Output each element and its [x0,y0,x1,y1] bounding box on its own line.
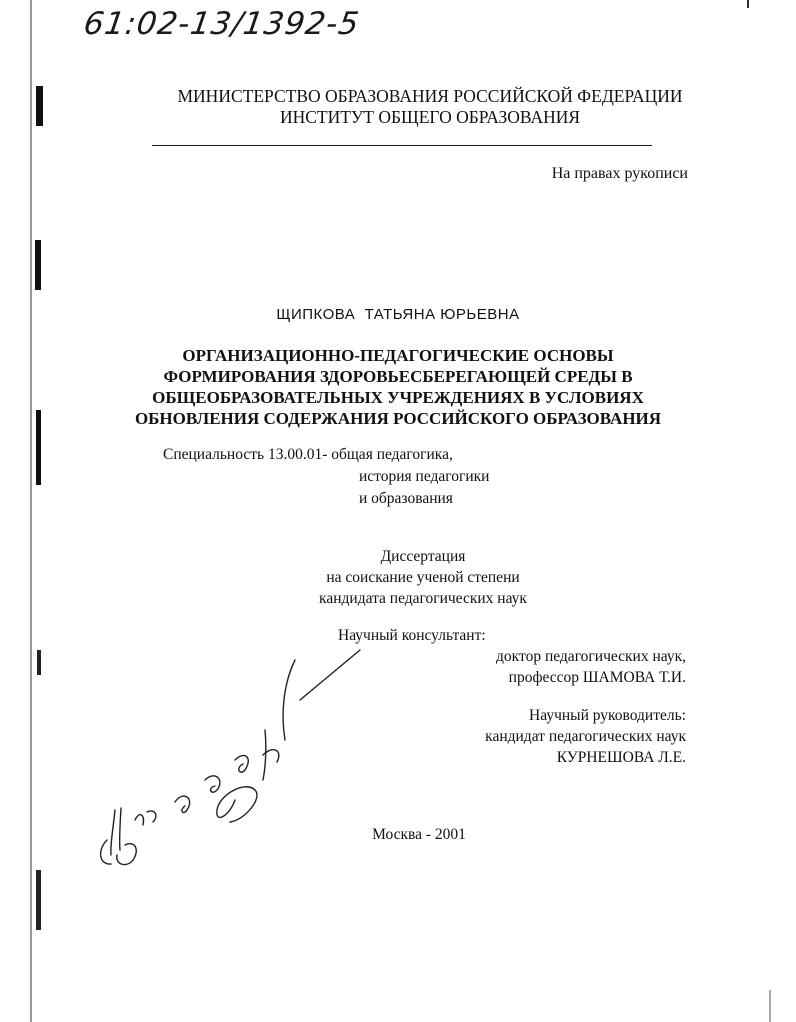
specialty-line: история педагогики [359,468,490,485]
title-line: ОБЩЕОБРАЗОВАТЕЛЬНЫХ УЧРЕЖДЕНИЯХ В УСЛОВИЯХ [152,388,644,407]
consultant-label: Научный консультант: [338,627,486,644]
handwritten-archive-code: 61:02-13/1392-5 [81,6,362,42]
supervisor-degree: кандидат педагогических наук [485,728,686,745]
title-line: ОРГАНИЗАЦИОННО-ПЕДАГОГИЧЕСКИЕ ОСНОВЫ [182,346,614,365]
degree-line: кандидата педагогических наук [319,590,527,607]
city-year: Москва - 2001 [372,826,466,843]
specialty-line: Специальность 13.00.01- общая педагогика, [163,446,453,463]
title-line: ОБНОВЛЕНИЯ СОДЕРЖАНИЯ РОССИЙСКОГО ОБРАЗОВАНИЯ [134,409,662,428]
dissertation-title [110,345,686,429]
consultant-name: профессор ШАМОВА Т.И. [508,669,686,686]
consultant-block [496,646,686,688]
supervisor-block [485,705,686,768]
institute-name: ИНСТИТУТ ОБЩЕГО ОБРАЗОВАНИЯ [279,107,581,127]
ministry-name: МИНИСТЕРСТВО ОБРАЗОВАНИЯ РОССИЙСКОЙ ФЕДЕРАЦИИ [177,86,683,106]
degree-line: Диссертация [380,548,466,565]
supervisor-name: КУРНЕШОВА Л.Е. [556,749,686,766]
header-divider [152,145,652,146]
title-line: ФОРМИРОВАНИЯ ЗДОРОВЬЕСБЕРЕГАЮЩЕЙ СРЕДЫ В [163,367,633,386]
specialty-block [163,444,489,510]
dissertation-degree-block [0,546,796,609]
handwritten-signature [95,640,395,880]
author-name: ЩИПКОВА ТАТЬЯНА ЮРЬЕВНА [276,306,520,323]
manuscript-note: На правах рукописи [551,165,688,182]
degree-line: на соискание ученой степени [326,569,520,586]
consultant-degree: доктор педагогических наук, [496,648,686,665]
supervisor-label: Научный руководитель: [529,707,686,724]
specialty-line: и образования [359,490,453,507]
header-block [150,86,710,128]
